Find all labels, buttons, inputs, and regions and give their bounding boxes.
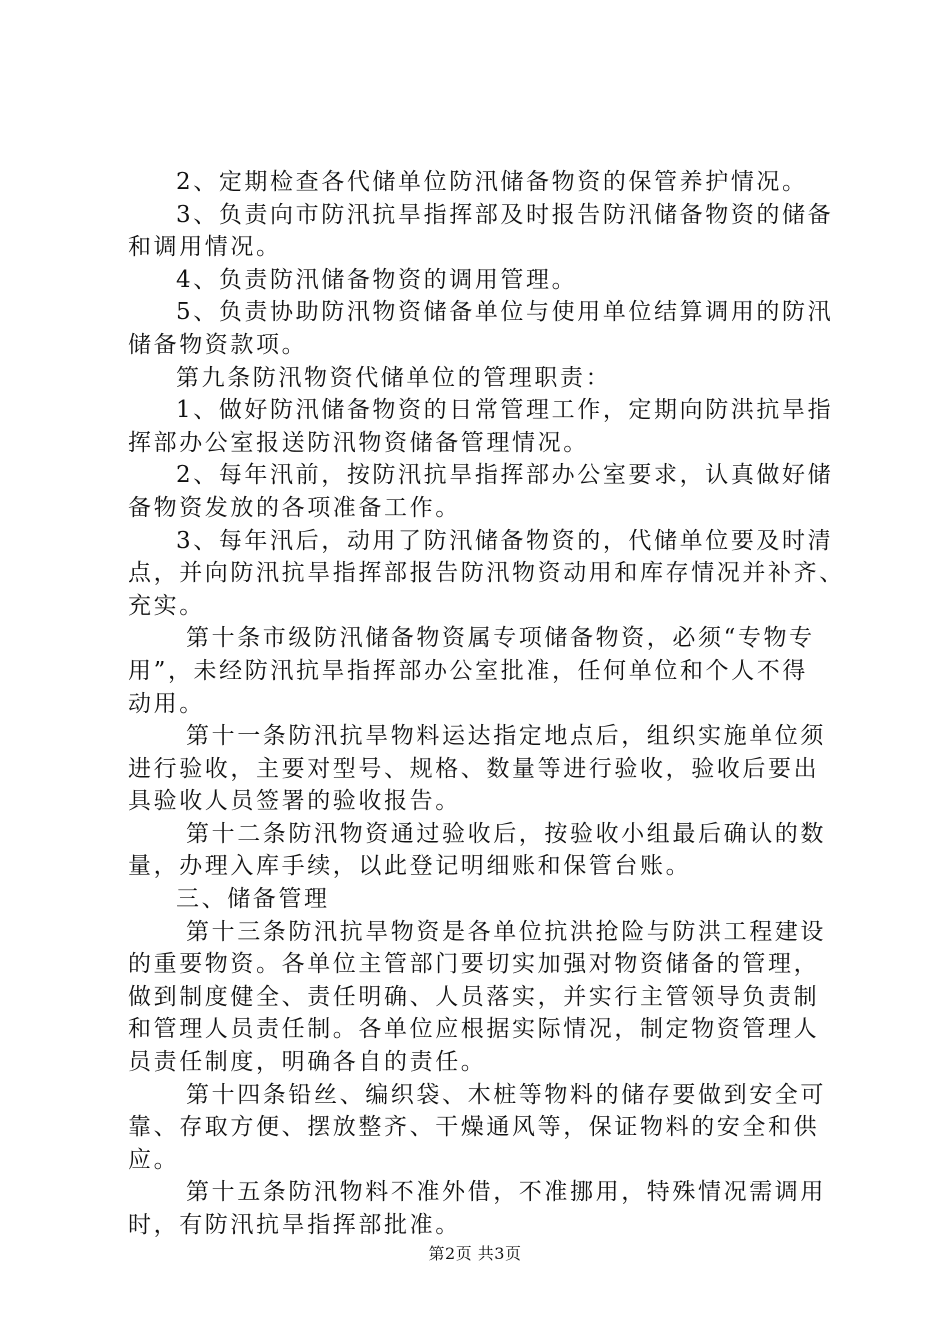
text-line: 第十三条防汛抗旱物资是各单位抗洪抢险与防洪工程建设 bbox=[186, 918, 826, 945]
text-line: 1、做好防汛储备物资的日常管理工作，定期向防洪抗旱指 bbox=[176, 397, 834, 424]
text-line: 3、每年汛后，动用了防汛储备物资的，代储单位要及时清 bbox=[176, 527, 834, 554]
text-line: 和调用情况。 bbox=[128, 234, 282, 261]
text-line: 4、负责防汛储备物资的调用管理。 bbox=[176, 266, 578, 293]
text-line: 第十条市级防汛储备物资属专项储备物资，必须“专物专 bbox=[186, 625, 815, 652]
text-line: 第十四条铅丝、编织袋、木桩等物料的储存要做到安全可 bbox=[186, 1081, 826, 1108]
text-line: 用”，未经防汛抗旱指挥部办公室批准，任何单位和个人不得 bbox=[128, 657, 808, 684]
text-line: 第十一条防汛抗旱物料运达指定地点后，组织实施单位须 bbox=[186, 723, 826, 750]
text-line: 的重要物资。各单位主管部门要切实加强对物资储备的管理， bbox=[128, 951, 820, 978]
text-line: 第十二条防汛物资通过验收后，按验收小组最后确认的数 bbox=[186, 820, 826, 847]
text-line: 进行验收，主要对型号、规格、数量等进行验收，验收后要出 bbox=[128, 755, 820, 782]
text-line: 挥部办公室报送防汛物资储备管理情况。 bbox=[128, 429, 589, 456]
text-line: 动用。 bbox=[128, 690, 205, 717]
document-body bbox=[128, 166, 845, 1242]
text-line: 5、负责协助防汛物资储备单位与使用单位结算调用的防汛 bbox=[176, 299, 834, 326]
text-line: 2、定期检查各代储单位防汛储备物资的保管养护情况。 bbox=[176, 169, 808, 195]
text-line: 三、储备管理 bbox=[176, 886, 330, 913]
text-line: 点，并向防汛抗旱指挥部报告防汛物资动用和库存情况并补齐、 bbox=[128, 560, 845, 587]
text-line: 和管理人员责任制。各单位应根据实际情况，制定物资管理人 bbox=[128, 1016, 820, 1043]
text-line: 3、负责向市防汛抗旱指挥部及时报告防汛储备物资的储备 bbox=[176, 201, 834, 228]
text-line: 2、每年汛前，按防汛抗旱指挥部办公室要求，认真做好储 bbox=[176, 462, 834, 489]
text-line: 储备物资款项。 bbox=[128, 331, 308, 358]
text-line: 做到制度健全、责任明确、人员落实，并实行主管领导负责制 bbox=[128, 983, 820, 1010]
text-line: 靠、存取方便、摆放整齐、干燥通风等，保证物料的安全和供 bbox=[128, 1114, 820, 1141]
text-line: 应。 bbox=[128, 1146, 180, 1173]
text-line: 备物资发放的各项准备工作。 bbox=[128, 494, 461, 521]
text-line: 时，有防汛抗旱指挥部批准。 bbox=[128, 1212, 461, 1238]
text-line: 第九条防汛物资代储单位的管理职责： bbox=[176, 364, 612, 391]
page-footer: 第2页 共3页 bbox=[428, 1244, 522, 1263]
text-line: 量，办理入库手续，以此登记明细账和保管台账。 bbox=[128, 853, 692, 880]
text-line: 员责任制度，明确各自的责任。 bbox=[128, 1049, 487, 1076]
text-line: 充实。 bbox=[128, 592, 205, 619]
text-line: 具验收人员签署的验收报告。 bbox=[128, 788, 461, 815]
text-line: 第十五条防汛物料不准外借，不准挪用，特殊情况需调用 bbox=[186, 1179, 826, 1206]
